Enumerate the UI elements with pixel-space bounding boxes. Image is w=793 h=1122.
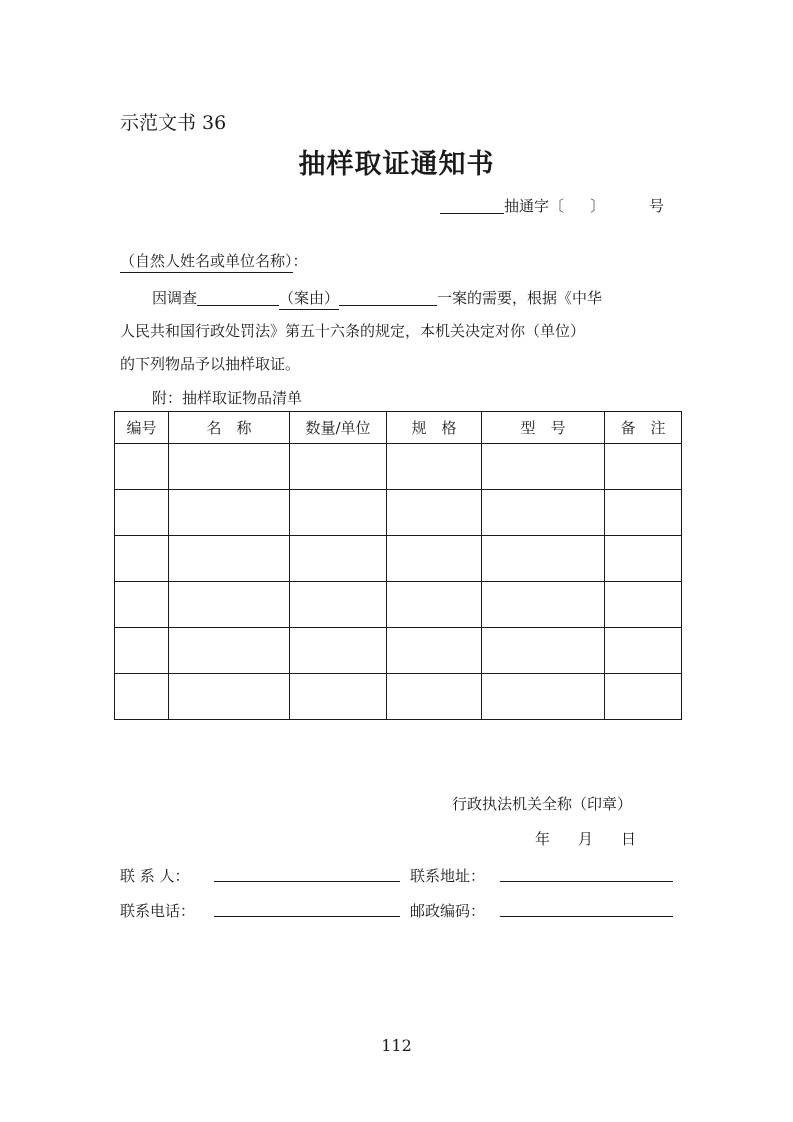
- sample-document-label: 示范文书 36: [120, 112, 227, 134]
- doc-number-blank[interactable]: [440, 213, 504, 214]
- table-cell-remarks[interactable]: [605, 674, 682, 720]
- col-header-remarks: 备 注: [605, 412, 682, 444]
- postcode-label: 邮政编码：: [410, 902, 486, 920]
- body-line-1: [120, 287, 680, 308]
- contact-address-field[interactable]: [500, 881, 673, 882]
- table-cell-number[interactable]: [115, 536, 169, 582]
- table-cell-quantity[interactable]: [290, 582, 387, 628]
- addressee-placeholder[interactable]: （自然人姓名或单位名称）: [120, 252, 293, 273]
- table-row: [115, 674, 682, 720]
- table-row: [115, 444, 682, 490]
- doc-number-close: 〕: [590, 197, 606, 215]
- body-line-2: 人民共和国行政处罚法》第五十六条的规定，本机关决定对你（单位）: [120, 322, 586, 340]
- case-blank-right[interactable]: [339, 305, 437, 306]
- table-cell-name[interactable]: [169, 490, 290, 536]
- date-day: 日: [621, 830, 637, 848]
- table-cell-name[interactable]: [169, 536, 290, 582]
- table-cell-spec[interactable]: [387, 444, 482, 490]
- table-row: [115, 628, 682, 674]
- contact-person-field[interactable]: [214, 881, 400, 882]
- page-number: 112: [381, 1036, 412, 1055]
- table-cell-remarks[interactable]: [605, 582, 682, 628]
- table-cell-number[interactable]: [115, 444, 169, 490]
- table-cell-model[interactable]: [482, 490, 605, 536]
- table-cell-name[interactable]: [169, 628, 290, 674]
- table-cell-name[interactable]: [169, 582, 290, 628]
- contact-phone-label: 联系电话：: [120, 902, 196, 920]
- col-header-quantity: 数量/单位: [290, 412, 387, 444]
- addressee-colon: ：: [292, 252, 308, 270]
- date-month: 月: [578, 830, 594, 848]
- table-row: [115, 536, 682, 582]
- doc-number-text: 抽通字〔: [504, 197, 565, 215]
- table-cell-model[interactable]: [482, 628, 605, 674]
- postcode-field[interactable]: [500, 916, 673, 917]
- table-cell-remarks[interactable]: [605, 444, 682, 490]
- seal-text: 行政执法机关全称（印章）: [452, 795, 633, 813]
- table-cell-model[interactable]: [482, 536, 605, 582]
- table-cell-number[interactable]: [115, 490, 169, 536]
- table-cell-remarks[interactable]: [605, 628, 682, 674]
- col-header-number: 编号: [115, 412, 169, 444]
- table-cell-model[interactable]: [482, 582, 605, 628]
- items-table: [114, 411, 682, 720]
- document-number: [440, 195, 664, 216]
- date-year: 年: [535, 830, 551, 848]
- table-cell-quantity[interactable]: [290, 674, 387, 720]
- col-header-name: 名 称: [169, 412, 290, 444]
- table-cell-spec[interactable]: [387, 490, 482, 536]
- document-title: 抽样取证通知书: [298, 149, 495, 180]
- body-line1-prefix: 因调查: [152, 289, 198, 307]
- date-line: [535, 828, 636, 849]
- attachment-label: 附：抽样取证物品清单: [152, 389, 303, 407]
- table-cell-name[interactable]: [169, 444, 290, 490]
- table-cell-spec[interactable]: [387, 582, 482, 628]
- addressee-line: [120, 250, 308, 271]
- body-line-3: 的下列物品予以抽样取证。: [120, 355, 301, 373]
- table-row: [115, 582, 682, 628]
- table-header-row: [115, 412, 682, 444]
- table-cell-remarks[interactable]: [605, 490, 682, 536]
- col-header-spec: 规 格: [387, 412, 482, 444]
- case-blank-left[interactable]: [197, 305, 279, 306]
- table-cell-model[interactable]: [482, 444, 605, 490]
- table-cell-name[interactable]: [169, 674, 290, 720]
- table-cell-number[interactable]: [115, 674, 169, 720]
- table-cell-quantity[interactable]: [290, 490, 387, 536]
- table-cell-quantity[interactable]: [290, 444, 387, 490]
- table-row: [115, 490, 682, 536]
- contact-phone-field[interactable]: [214, 916, 400, 917]
- table-cell-number[interactable]: [115, 628, 169, 674]
- table-cell-spec[interactable]: [387, 536, 482, 582]
- table-cell-spec[interactable]: [387, 628, 482, 674]
- contact-person-label: 联 系 人：: [120, 867, 190, 885]
- table-cell-model[interactable]: [482, 674, 605, 720]
- contact-address-label: 联系地址：: [410, 867, 486, 885]
- table-cell-number[interactable]: [115, 582, 169, 628]
- table-cell-spec[interactable]: [387, 674, 482, 720]
- table-cell-remarks[interactable]: [605, 536, 682, 582]
- table-cell-quantity[interactable]: [290, 536, 387, 582]
- doc-number-suffix: 号: [649, 197, 665, 215]
- case-placeholder[interactable]: （案由）: [279, 289, 339, 310]
- body-line1-suffix: 一案的需要，根据《中华: [437, 289, 603, 307]
- col-header-model: 型 号: [482, 412, 605, 444]
- table-cell-quantity[interactable]: [290, 628, 387, 674]
